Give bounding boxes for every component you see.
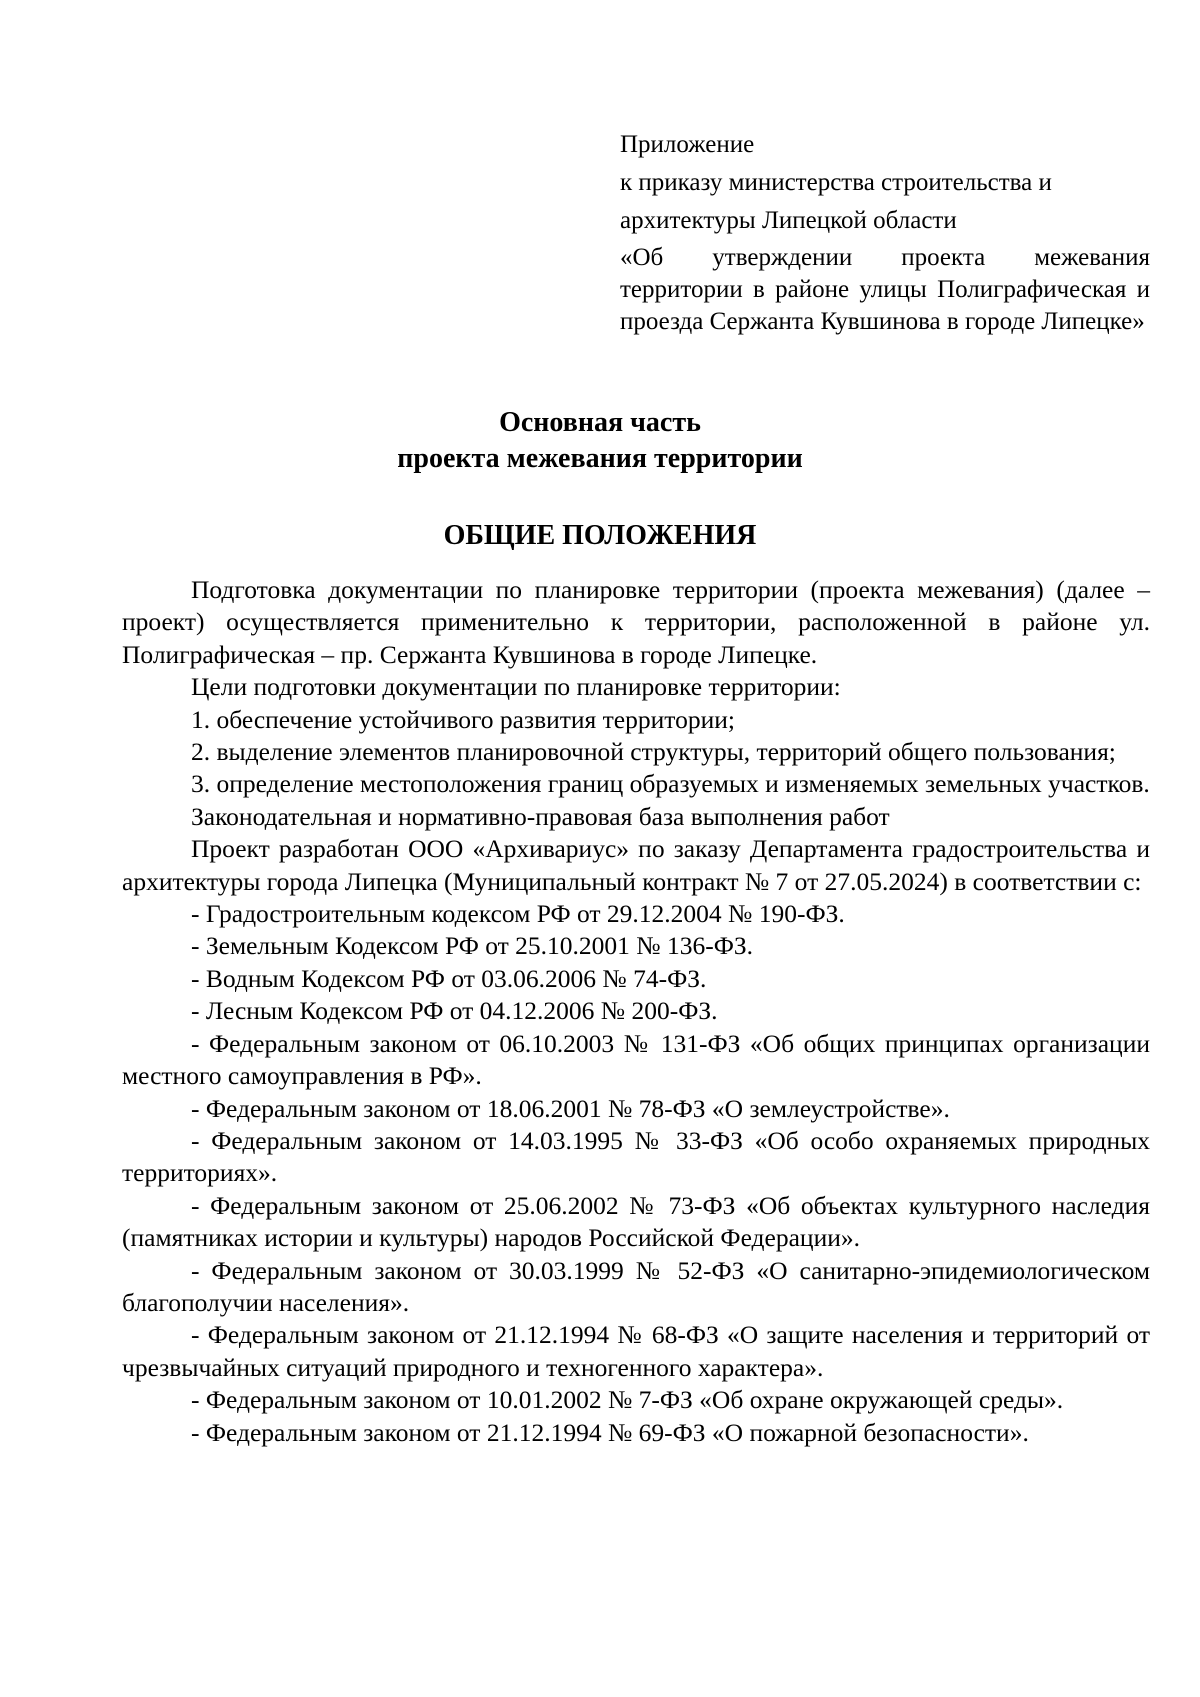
list-item: - Федеральным законом от 30.03.1999 № 52-ФЗ «О санитарно-эпидемиологическом благополучии населения». [122,1255,1150,1317]
list-item: - Земельным Кодексом РФ от 25.10.2001 № 136-ФЗ. [191,931,754,961]
paragraph: 2. выделение элементов планировочной структуры, территорий общего пользования; [191,737,1116,767]
paragraph: 1. обеспечение устойчивого развития территории; [191,704,735,734]
appendix-label: Приложение [620,131,755,158]
appendix-order-title: «Об утверждении проекта межевания территории в районе улицы Полиграфическая и проезда Сержанта Кувшинова в городе Липецке» [620,244,1150,335]
paragraph: Подготовка документации по планировке территории (проекта межевания) (далее – проект) осуществляется применительно к территории, расположенной в районе ул. Полиграфическая – пр. Сержанта Кувшинова в городе Липецке. [122,575,1150,669]
list-item: - Федеральным законом от 21.12.1994 № 69-ФЗ «О пожарной безопасности». [191,1417,1029,1447]
list-item: - Федеральным законом от 14.03.1995 № 33-ФЗ «Об особо охраняемых природных территориях». [122,1125,1150,1188]
document-title-line1: Основная часть [499,407,701,438]
list-item: - Водным Кодексом РФ от 03.06.2006 № 74-ФЗ. [191,963,707,993]
document-body [122,574,1150,1449]
section-heading: ОБЩИЕ ПОЛОЖЕНИЯ [443,520,757,551]
list-item: - Федеральным законом от 21.12.1994 № 68-ФЗ «О защите населения и территорий от чрезвычайных ситуаций природного и техногенного характера». [122,1320,1150,1382]
paragraph: 3. определение местоположения границ образуемых и изменяемых земельных участков. [191,769,1150,799]
list-item: - Федеральным законом от 18.06.2001 № 78-ФЗ «О землеустройстве». [191,1093,950,1123]
paragraph: Проект разработан ООО «Архивариус» по заказу Департамента градостроительства и архитектуры города Липецка (Муниципальный контракт № 7 от 27.05.2024) в соответствии с: [122,834,1150,896]
document-title-line2: проекта межевания территории [397,443,803,474]
appendix-ministry-line: архитектуры Липецкой области [620,207,957,234]
paragraph: Законодательная и нормативно-правовая база выполнения работ [191,801,890,831]
list-item: - Федеральным законом от 10.01.2002 № 7-ФЗ «Об охране окружающей среды». [191,1385,1064,1415]
appendix-order-line: к приказу министерства строительства и [620,169,1052,196]
appendix-block [620,126,1150,338]
list-item: - Федеральным законом от 25.06.2002 № 73-ФЗ «Об объектах культурного наследия (памятниках истории и культуры) народов Российской Федерации». [122,1190,1150,1253]
paragraph: Цели подготовки документации по планировке территории: [191,672,841,702]
list-item: - Градостроительным кодексом РФ от 29.12.2004 № 190-ФЗ. [191,899,845,929]
list-item: - Лесным Кодексом РФ от 04.12.2006 № 200-ФЗ. [191,996,718,1026]
list-item: - Федеральным законом от 06.10.2003 № 131-ФЗ «Об общих принципах организации местного самоуправления в РФ». [122,1028,1150,1091]
